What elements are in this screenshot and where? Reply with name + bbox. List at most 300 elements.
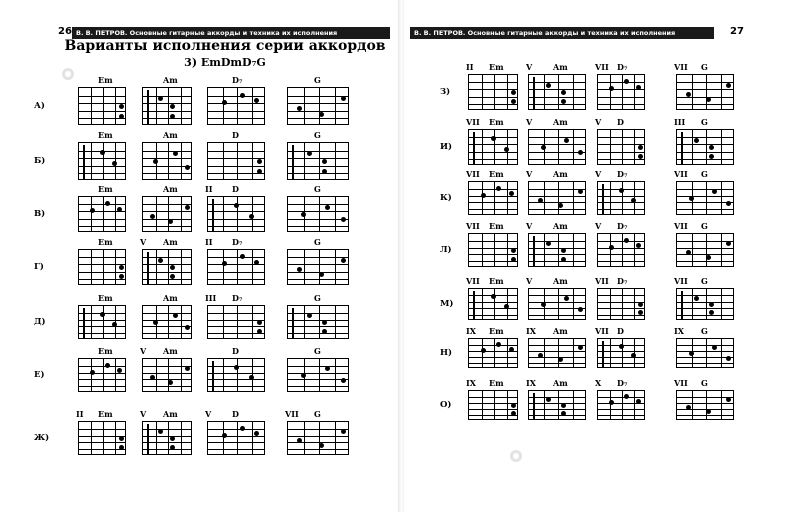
fret-position: V xyxy=(140,237,147,247)
chord-diagram xyxy=(207,249,265,285)
chord-diagram xyxy=(287,196,349,232)
fret-line xyxy=(335,359,336,391)
chord-name: Em xyxy=(489,62,504,72)
string-line xyxy=(79,103,125,104)
finger-dot xyxy=(546,83,551,88)
string-line xyxy=(529,209,585,210)
chord-name: Em xyxy=(489,326,504,336)
string-line xyxy=(288,379,348,380)
chord-diagram xyxy=(78,249,126,285)
finger-dot xyxy=(619,344,624,349)
string-line xyxy=(598,159,644,160)
chord-diagram xyxy=(528,181,586,215)
string-line xyxy=(598,351,644,352)
chord-diagram xyxy=(207,196,265,232)
row-label: О) xyxy=(440,400,452,410)
fret-position: VII xyxy=(674,169,688,179)
chord-diagram xyxy=(468,288,518,320)
chord-diagram xyxy=(142,87,192,125)
left-page-header: В. В. ПЕТРОВ. Основные гитарные аккорды и техника их исполнения xyxy=(72,27,390,39)
finger-dot xyxy=(249,375,254,380)
fret-line xyxy=(610,75,611,109)
fret-line xyxy=(103,306,104,338)
string-line xyxy=(677,202,733,203)
chord-name: D₇ xyxy=(617,221,628,231)
chord-diagram xyxy=(142,358,192,392)
fret-position: II xyxy=(205,237,213,247)
finger-dot xyxy=(257,169,262,174)
finger-dot xyxy=(546,241,551,246)
finger-dot xyxy=(100,312,105,317)
fret-position: VII xyxy=(674,221,688,231)
chord-diagram xyxy=(597,390,645,420)
chord-name: Am xyxy=(163,293,178,303)
string-line xyxy=(79,326,125,327)
fret-line xyxy=(507,75,508,109)
fret-position: VII xyxy=(595,326,609,336)
finger-dot xyxy=(631,353,636,358)
fret-line xyxy=(482,130,483,164)
finger-dot xyxy=(105,201,110,206)
fret-line xyxy=(115,197,116,231)
string-line xyxy=(143,449,191,450)
fret-line xyxy=(319,197,320,231)
finger-dot xyxy=(504,304,509,309)
barre-bracket xyxy=(473,132,475,164)
fret-position: III xyxy=(205,293,217,303)
finger-dot xyxy=(322,159,327,164)
fret-line xyxy=(706,289,707,319)
fret-line xyxy=(622,289,623,319)
string-line xyxy=(677,295,733,296)
chord-name: Em xyxy=(489,169,504,179)
finger-dot xyxy=(234,203,239,208)
string-line xyxy=(79,320,125,321)
fret-line xyxy=(622,130,623,164)
fret-line xyxy=(181,250,182,284)
finger-dot xyxy=(491,294,496,299)
string-line xyxy=(677,209,733,210)
fret-line xyxy=(721,130,722,164)
finger-dot xyxy=(726,397,731,402)
chord-diagram xyxy=(676,338,734,368)
fret-line xyxy=(168,143,169,179)
finger-dot xyxy=(119,436,124,441)
string-line xyxy=(598,82,644,83)
finger-dot xyxy=(609,245,614,250)
chord-diagram xyxy=(78,421,126,455)
finger-dot xyxy=(170,274,175,279)
finger-dot xyxy=(686,405,691,410)
finger-dot xyxy=(150,214,155,219)
finger-dot xyxy=(561,403,566,408)
string-line xyxy=(208,313,264,314)
fret-line xyxy=(156,359,157,391)
string-line xyxy=(598,209,644,210)
string-line xyxy=(288,442,348,443)
fret-position: VII xyxy=(595,62,609,72)
chord-name: G xyxy=(701,117,708,127)
finger-dot xyxy=(638,302,643,307)
chord-name: Am xyxy=(163,130,178,140)
row-label: Ж) xyxy=(34,433,50,443)
finger-dot xyxy=(636,399,641,404)
fret-line xyxy=(319,143,320,179)
string-line xyxy=(143,96,191,97)
string-line xyxy=(677,351,733,352)
fret-line xyxy=(168,197,169,231)
chord-diagram xyxy=(142,305,192,339)
finger-dot xyxy=(686,92,691,97)
string-line xyxy=(529,196,585,197)
barre-bracket xyxy=(292,145,294,179)
chord-diagram xyxy=(78,358,126,392)
fret-position: V xyxy=(205,409,212,419)
finger-dot xyxy=(726,83,731,88)
string-line xyxy=(79,173,125,174)
string-line xyxy=(143,173,191,174)
fret-line xyxy=(304,250,305,284)
finger-dot xyxy=(341,429,346,434)
string-line xyxy=(79,442,125,443)
fret-line xyxy=(168,306,169,338)
string-line xyxy=(469,397,517,398)
string-line xyxy=(208,118,264,119)
fret-line xyxy=(223,422,224,454)
fret-line xyxy=(223,250,224,284)
string-line xyxy=(469,209,517,210)
string-line xyxy=(143,326,191,327)
row-label: Н) xyxy=(440,348,453,358)
finger-dot xyxy=(689,351,694,356)
finger-dot xyxy=(558,357,563,362)
finger-dot xyxy=(173,313,178,318)
string-line xyxy=(208,379,264,380)
string-line xyxy=(208,333,264,334)
chord-name: G xyxy=(314,130,321,140)
finger-dot xyxy=(119,114,124,119)
string-line xyxy=(208,173,264,174)
chord-name: G xyxy=(701,276,708,286)
chord-name: G xyxy=(314,293,321,303)
string-line xyxy=(529,104,585,105)
string-line xyxy=(677,248,733,249)
string-line xyxy=(529,241,585,242)
string-line xyxy=(469,82,517,83)
finger-dot xyxy=(170,265,175,270)
fret-line xyxy=(634,75,635,109)
fret-line xyxy=(335,197,336,231)
fret-line xyxy=(115,359,116,391)
string-line xyxy=(598,202,644,203)
finger-dot xyxy=(541,145,546,150)
fret-line xyxy=(335,88,336,124)
fret-line xyxy=(558,391,559,419)
decorative-ring xyxy=(62,68,74,80)
fret-line xyxy=(544,234,545,266)
fret-line xyxy=(692,391,693,419)
row-label: З) xyxy=(440,87,451,97)
string-line xyxy=(598,308,644,309)
string-line xyxy=(143,111,191,112)
string-line xyxy=(208,96,264,97)
chord-diagram xyxy=(142,142,192,180)
string-line xyxy=(288,211,348,212)
fret-line xyxy=(223,359,224,391)
finger-dot xyxy=(307,313,312,318)
string-line xyxy=(598,137,644,138)
fret-line xyxy=(721,289,722,319)
chord-name: Am xyxy=(163,75,178,85)
finger-dot xyxy=(609,86,614,91)
finger-dot xyxy=(341,96,346,101)
fret-line xyxy=(103,197,104,231)
fret-line xyxy=(692,130,693,164)
finger-dot xyxy=(254,260,259,265)
chord-diagram xyxy=(468,390,518,420)
string-line xyxy=(143,151,191,152)
finger-dot xyxy=(578,345,583,350)
string-line xyxy=(529,345,585,346)
chord-name: D₇ xyxy=(617,378,628,388)
string-line xyxy=(79,279,125,280)
string-line xyxy=(143,272,191,273)
chord-name: Em xyxy=(98,237,113,247)
chord-diagram xyxy=(528,74,586,110)
string-line xyxy=(79,379,125,380)
string-line xyxy=(288,436,348,437)
fret-position: V xyxy=(140,409,147,419)
fret-line xyxy=(622,182,623,214)
string-line xyxy=(598,104,644,105)
barre-bracket xyxy=(147,252,149,284)
fret-line xyxy=(91,250,92,284)
fret-position: V xyxy=(526,62,533,72)
finger-dot xyxy=(257,159,262,164)
fret-line xyxy=(304,88,305,124)
string-line xyxy=(79,333,125,334)
row-label: И) xyxy=(440,142,453,152)
fret-line xyxy=(103,422,104,454)
fret-position: V xyxy=(595,169,602,179)
row-label: В) xyxy=(34,209,46,219)
finger-dot xyxy=(322,329,327,334)
chord-diagram xyxy=(207,421,265,455)
chord-diagram xyxy=(287,358,349,392)
finger-dot xyxy=(319,272,324,277)
fret-position: VII xyxy=(285,409,299,419)
chord-diagram xyxy=(597,74,645,110)
chord-diagram xyxy=(597,181,645,215)
string-line xyxy=(529,415,585,416)
fret-line xyxy=(156,250,157,284)
fret-line xyxy=(494,234,495,266)
fret-line xyxy=(692,234,693,266)
chord-diagram xyxy=(528,338,586,368)
fret-position: VII xyxy=(466,117,480,127)
string-line xyxy=(677,159,733,160)
string-line xyxy=(469,415,517,416)
fret-line xyxy=(507,391,508,419)
chord-diagram xyxy=(676,129,734,165)
fret-line xyxy=(573,234,574,266)
string-line xyxy=(529,159,585,160)
finger-dot xyxy=(726,201,731,206)
chord-name: Am xyxy=(553,221,568,231)
fret-line xyxy=(252,306,253,338)
fret-line xyxy=(252,422,253,454)
string-line xyxy=(143,333,191,334)
finger-dot xyxy=(706,409,711,414)
right-page-header: В. В. ПЕТРОВ. Основные гитарные аккорды и техника их исполнения xyxy=(410,27,714,39)
fret-position: X xyxy=(595,378,602,388)
finger-dot xyxy=(638,145,643,150)
string-line xyxy=(469,241,517,242)
finger-dot xyxy=(173,151,178,156)
string-line xyxy=(79,118,125,119)
chord-name: G xyxy=(314,409,321,419)
string-line xyxy=(529,89,585,90)
finger-dot xyxy=(322,320,327,325)
chord-diagram xyxy=(676,390,734,420)
string-line xyxy=(79,449,125,450)
chord-name: Am xyxy=(553,62,568,72)
fret-position: V xyxy=(526,221,533,231)
finger-dot xyxy=(709,154,714,159)
string-line xyxy=(79,436,125,437)
string-line xyxy=(598,315,644,316)
fret-position: VII xyxy=(466,169,480,179)
fret-line xyxy=(544,339,545,367)
string-line xyxy=(288,449,348,450)
string-line xyxy=(598,397,644,398)
barre-bracket xyxy=(681,132,683,164)
finger-dot xyxy=(538,353,543,358)
fret-line xyxy=(237,250,238,284)
chord-diagram xyxy=(528,288,586,320)
row-label: Г) xyxy=(34,262,44,272)
string-line xyxy=(677,196,733,197)
string-line xyxy=(79,366,125,367)
finger-dot xyxy=(249,214,254,219)
chord-name: Am xyxy=(553,326,568,336)
fret-line xyxy=(507,234,508,266)
row-label: Д) xyxy=(34,317,46,327)
fret-line xyxy=(168,88,169,124)
fret-position: II xyxy=(205,184,213,194)
finger-dot xyxy=(578,307,583,312)
fret-line xyxy=(223,306,224,338)
fret-line xyxy=(304,422,305,454)
finger-dot xyxy=(686,250,691,255)
finger-dot xyxy=(624,238,629,243)
finger-dot xyxy=(694,138,699,143)
fret-line xyxy=(482,339,483,367)
barre-bracket xyxy=(83,145,85,179)
string-line xyxy=(208,449,264,450)
chord-diagram xyxy=(287,421,349,455)
string-line xyxy=(143,436,191,437)
finger-dot xyxy=(341,217,346,222)
finger-dot xyxy=(631,198,636,203)
fret-line xyxy=(706,339,707,367)
fret-line xyxy=(237,143,238,179)
fret-line xyxy=(721,234,722,266)
string-line xyxy=(529,363,585,364)
string-line xyxy=(598,409,644,410)
chord-diagram xyxy=(287,249,349,285)
fret-line xyxy=(573,289,574,319)
string-line xyxy=(469,248,517,249)
string-line xyxy=(143,118,191,119)
string-line xyxy=(208,219,264,220)
finger-dot xyxy=(706,97,711,102)
chord-name: Em xyxy=(489,221,504,231)
finger-dot xyxy=(511,411,516,416)
finger-dot xyxy=(90,370,95,375)
string-line xyxy=(598,196,644,197)
chord-name: D₇ xyxy=(232,237,243,247)
fret-line xyxy=(252,250,253,284)
fret-position: III xyxy=(674,117,686,127)
finger-dot xyxy=(301,373,306,378)
fret-line xyxy=(223,143,224,179)
chord-name: G xyxy=(314,237,321,247)
string-line xyxy=(529,351,585,352)
string-line xyxy=(529,261,585,262)
finger-dot xyxy=(709,310,714,315)
fret-line xyxy=(610,339,611,367)
finger-dot xyxy=(240,426,245,431)
barre-bracket xyxy=(681,291,683,319)
chord-diagram xyxy=(528,233,586,267)
fret-line xyxy=(573,391,574,419)
chord-diagram xyxy=(597,129,645,165)
string-line xyxy=(288,366,348,367)
fret-line xyxy=(181,197,182,231)
string-line xyxy=(469,104,517,105)
finger-dot xyxy=(511,403,516,408)
string-line xyxy=(143,366,191,367)
string-line xyxy=(469,308,517,309)
finger-dot xyxy=(185,165,190,170)
fret-line xyxy=(558,339,559,367)
chord-name: Em xyxy=(98,75,113,85)
chord-diagram xyxy=(468,233,518,267)
fret-line xyxy=(482,234,483,266)
fret-position: V xyxy=(595,221,602,231)
right-page-number: 27 xyxy=(730,26,744,37)
string-line xyxy=(208,320,264,321)
book-spine xyxy=(398,0,404,512)
finger-dot xyxy=(504,147,509,152)
string-line xyxy=(598,241,644,242)
string-line xyxy=(79,158,125,159)
string-line xyxy=(677,89,733,90)
chord-diagram xyxy=(528,129,586,165)
chord-name: Am xyxy=(163,409,178,419)
chord-name: Am xyxy=(163,237,178,247)
page-title: Варианты исполнения серии аккордов xyxy=(64,38,386,54)
string-line xyxy=(677,144,733,145)
fret-position: VII xyxy=(674,276,688,286)
fret-line xyxy=(558,289,559,319)
finger-dot xyxy=(496,342,501,347)
chord-name: Am xyxy=(553,276,568,286)
string-line xyxy=(288,166,348,167)
finger-dot xyxy=(257,320,262,325)
fret-line xyxy=(252,88,253,124)
